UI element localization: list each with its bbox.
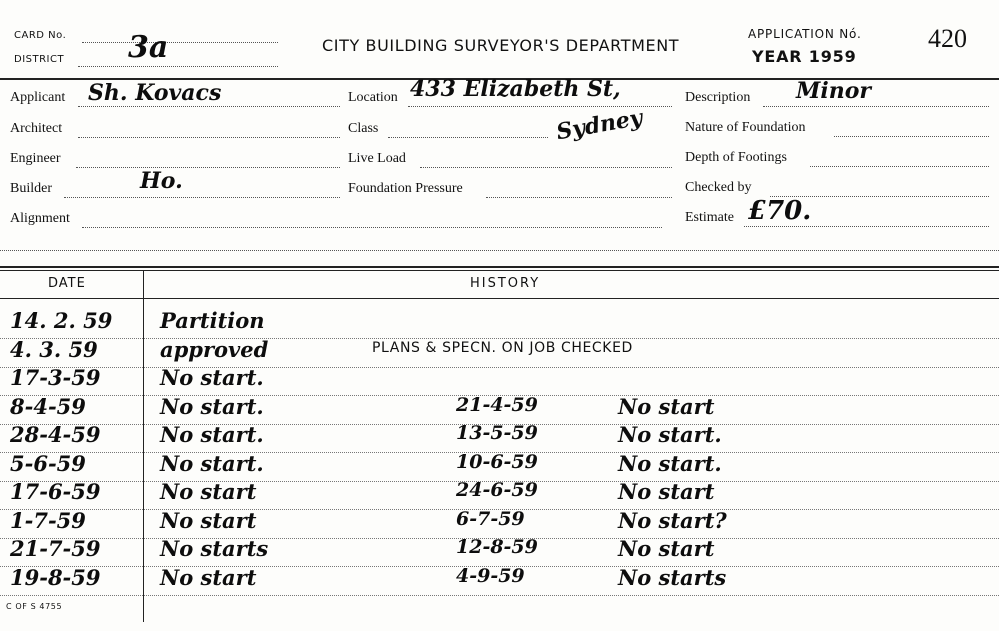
year-label: YEAR 1959 <box>752 47 857 66</box>
estimate-label: Estimate <box>685 210 734 225</box>
alignment-line <box>82 227 662 228</box>
depth-of-footings-label: Depth of Footings <box>685 150 787 165</box>
history-entry-2: No starts <box>618 564 727 590</box>
history-date: 8-4-59 <box>10 393 86 419</box>
live-load-line <box>420 167 672 168</box>
alignment-label: Alignment <box>10 211 70 226</box>
history-entry: Partition <box>160 308 265 333</box>
applicant-value: Sh. Kovacs <box>88 80 222 106</box>
history-date: 14. 2. 59 <box>10 308 113 333</box>
history-rule <box>0 338 999 339</box>
nature-line <box>834 136 989 137</box>
history-entry: approved <box>160 336 269 362</box>
date-header: DATE <box>48 276 86 291</box>
history-top-rule-2 <box>0 270 999 271</box>
history-entry: No start. <box>160 422 264 447</box>
history-date: 5-6-59 <box>10 450 86 476</box>
applicant-label: Applicant <box>10 90 66 105</box>
history-entry-2: No start. <box>618 450 722 476</box>
district-value: 3a <box>128 30 169 65</box>
applicant-line <box>78 106 340 107</box>
architect-label: Architect <box>10 121 63 136</box>
history-date-2: 10-6-59 <box>456 450 538 473</box>
history-date-2: 24-6-59 <box>456 479 538 501</box>
nature-of-foundation-label: Nature of Foundation <box>685 120 806 135</box>
history-date-2: 6-7-59 <box>456 507 525 530</box>
description-line <box>763 106 989 107</box>
history-entry-2: No start <box>618 393 715 419</box>
history-entry-2: No start. <box>618 422 722 447</box>
application-number: 420 <box>928 24 967 53</box>
location-label: Location <box>348 90 398 105</box>
foundation-pressure-line <box>486 197 672 198</box>
card-no-label: CARD No. <box>14 30 67 41</box>
district-label: DISTRICT <box>14 54 65 65</box>
history-date: 19-8-59 <box>10 564 101 590</box>
history-entry: No start. <box>160 393 264 419</box>
engineer-label: Engineer <box>10 151 61 166</box>
history-entry: No start <box>160 564 257 590</box>
printed-note: PLANS & SPECN. ON JOB CHECKED <box>372 340 633 356</box>
history-date-2: 21-4-59 <box>456 393 538 416</box>
history-entry-2: No start? <box>618 507 727 533</box>
fields-bottom-line <box>0 250 999 251</box>
depth-line <box>810 166 989 167</box>
history-date: 17-6-59 <box>10 479 101 504</box>
builder-value: Ho. <box>140 168 183 194</box>
district-line <box>78 66 278 67</box>
history-date: 1-7-59 <box>10 507 86 533</box>
builder-label: Builder <box>10 181 52 196</box>
history-entry-2: No start <box>618 536 715 561</box>
history-entry: No starts <box>160 536 269 561</box>
location-value-2: Sydney <box>554 104 645 146</box>
builder-line <box>64 197 340 198</box>
history-date: 28-4-59 <box>10 422 101 447</box>
history-rule <box>0 595 999 596</box>
description-label: Description <box>685 90 751 105</box>
history-header-rule <box>0 298 999 299</box>
history-entry-2: No start <box>618 479 715 504</box>
foundation-pressure-label: Foundation Pressure <box>348 181 463 196</box>
checked-by-label: Checked by <box>685 180 752 195</box>
class-label: Class <box>348 121 379 136</box>
history-top-rule <box>0 266 999 268</box>
card-no-line <box>82 42 278 43</box>
history-date: 17-3-59 <box>10 365 101 390</box>
location-value-1: 433 Elizabeth St, <box>410 76 621 102</box>
class-line <box>388 137 548 138</box>
description-value: Minor <box>796 78 871 104</box>
history-date-2: 12-8-59 <box>456 536 538 558</box>
architect-line <box>78 137 340 138</box>
history-entry: No start <box>160 507 257 533</box>
history-entry: No start. <box>160 365 264 390</box>
history-entry: No start <box>160 479 257 504</box>
estimate-line <box>744 226 989 227</box>
history-date-2: 13-5-59 <box>456 422 538 444</box>
engineer-line <box>76 167 340 168</box>
history-date: 4. 3. 59 <box>10 336 98 362</box>
history-rule <box>0 367 999 368</box>
form-code: C OF S 4755 <box>6 602 63 611</box>
live-load-label: Live Load <box>348 151 406 166</box>
date-column-divider <box>143 270 144 622</box>
history-date: 21-7-59 <box>10 536 101 561</box>
history-entry: No start. <box>160 450 264 476</box>
history-header: HISTORY <box>470 276 541 291</box>
estimate-value: £70. <box>748 196 812 226</box>
history-date-2: 4-9-59 <box>456 564 525 587</box>
department-title: CITY BUILDING SURVEYOR'S DEPARTMENT <box>322 36 680 55</box>
application-no-label: APPLICATION Nó. <box>748 27 862 41</box>
